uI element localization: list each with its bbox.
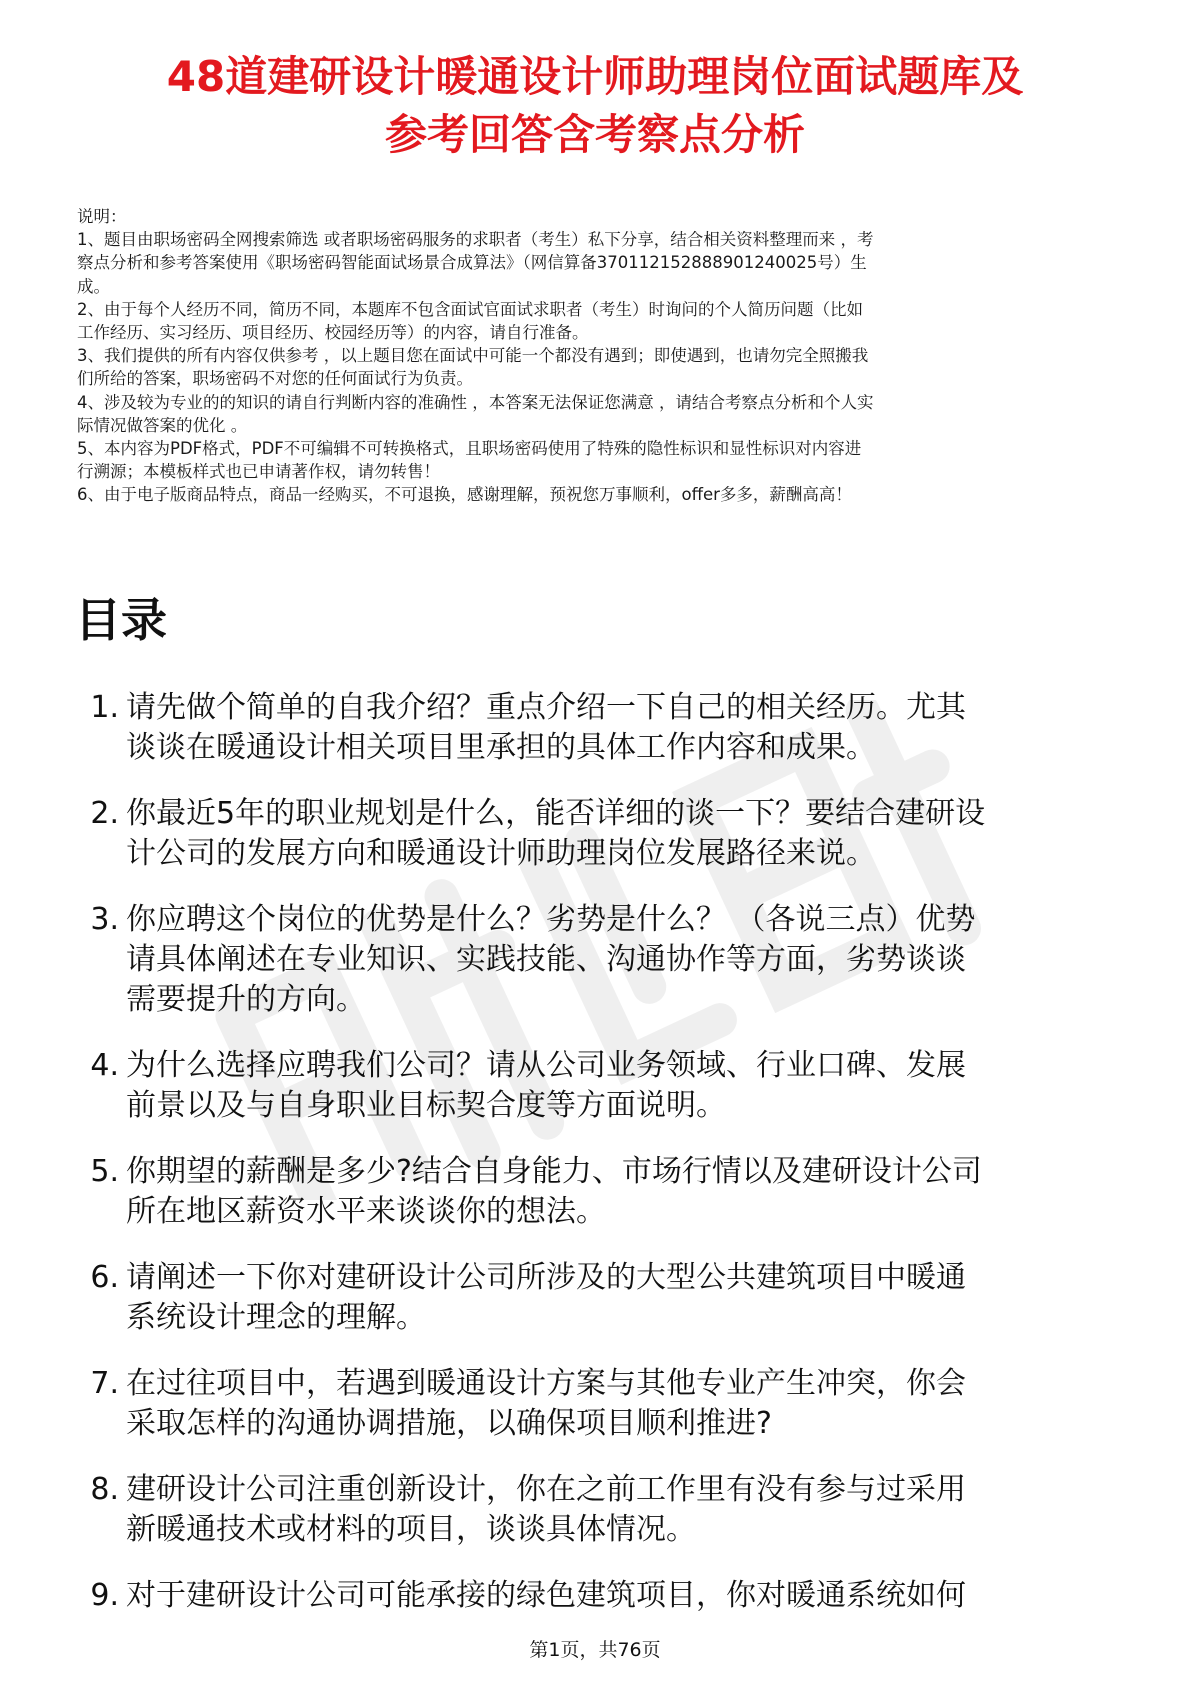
toc-item-text: 对于建研设计公司可能承接的绿色建筑项目，你对暖通系统如何 [126,1578,966,1613]
note-line: 1、题目由职场密码全网搜索筛选 或者职场密码服务的求职者（考生）私下分享，结合相关资料整理而来 ，考 [77,230,874,250]
toc-item-text: 你应聘这个岗位的优势是什么？劣势是什么？ （各说三点）优势 [126,902,976,937]
toc-item-text: 建研设计公司注重创新设计，你在之前工作里有没有参与过采用 [126,1472,966,1507]
note-line: 察点分析和参考答案使用《职场密码智能面试场景合成算法》（网信算备370112152888901240025号）生 [77,253,867,273]
toc-item-text: 在过往项目中，若遇到暖通设计方案与其他专业产生冲突，你会 [126,1366,966,1401]
toc-item-text: 采取怎样的沟通协调措施，以确保项目顺利推进? [126,1406,772,1441]
toc-item [75,794,1135,874]
toc-item-text: 你期望的薪酬是多少?结合自身能力、市场行情以及建研设计公司 [126,1154,982,1189]
note-line: 6、由于电子版商品特点，商品一经购买，不可退换，感谢理解，预祝您万事顺利，offer多多，薪酬高高！ [77,485,852,505]
toc-item-number: 8. [90,1472,119,1507]
toc-item [75,1576,1135,1616]
toc-item-text: 前景以及与自身职业目标契合度等方面说明。 [126,1088,726,1123]
toc-item [75,1364,1135,1444]
toc-item [75,1046,1135,1126]
page-footer: 第1页，共76页 [529,1639,661,1661]
toc-item-number: 4. [90,1048,119,1083]
note-line: 2、由于每个人经历不同，简历不同，本题库不包含面试官面试求职者（考生）时询问的个人简历问题（比如 [77,299,863,319]
toc-heading: 目录 [75,593,167,647]
note-line: 们所给的答案，职场密码不对您的任何面试行为负责。 [77,369,473,389]
note-line: 3、我们提供的所有内容仅供参考 ，以上题目您在面试中可能一个都没有遇到；即使遇到，也请勿完全照搬我 [77,346,869,366]
toc-item-text: 需要提升的方向。 [126,982,366,1017]
toc-item-number: 3. [90,902,119,937]
note-line: 成。 [77,276,110,296]
toc-item-number: 5. [90,1154,119,1189]
note-line: 4、涉及较为专业的的知识的请自行判断内容的准确性 ，本答案无法保证您满意 ，请结合考察点分析和个人实 [77,392,874,412]
toc-item [75,900,1135,1020]
toc-item-text: 请具体阐述在专业知识、实践技能、沟通协作等方面，劣势谈谈 [126,942,966,977]
toc-item [75,1258,1135,1338]
toc-item-text: 计公司的发展方向和暖通设计师助理岗位发展路径来说。 [126,836,876,871]
toc-item-text: 所在地区薪资水平来谈谈你的想法。 [126,1194,606,1229]
title-line-2: 参考回答含考察点分析 [384,110,805,159]
note-line: 际情况做答案的优化 。 [77,415,248,435]
toc-item-number: 7. [90,1366,119,1401]
note-line: 说明： [77,207,127,226]
toc-item-text: 请先做个简单的自我介绍？重点介绍一下自己的相关经历。尤其 [126,690,966,725]
toc-item-text: 你最近5年的职业规划是什么，能否详细的谈一下？要结合建研设 [126,796,986,831]
toc-item [75,688,1135,768]
toc-item-number: 1. [90,690,119,725]
toc-item-text: 谈谈在暖通设计相关项目里承担的具体工作内容和成果。 [126,730,876,765]
toc-item-number: 9. [90,1578,119,1613]
toc-item-text: 系统设计理念的理解。 [126,1300,426,1335]
toc-item [75,1470,1135,1550]
note-line: 工作经历、实习经历、项目经历、校园经历等）的内容，请自行准备。 [77,323,589,343]
toc-item-text: 请阐述一下你对建研设计公司所涉及的大型公共建筑项目中暖通 [126,1260,966,1295]
toc-item-text: 新暖通技术或材料的项目，谈谈具体情况。 [126,1512,696,1547]
table-of-contents [75,688,1135,1642]
instructions-notes [77,205,1117,507]
note-line: 行溯源；本模板样式也已申请著作权，请勿转售！ [77,462,440,482]
toc-item-text: 为什么选择应聘我们公司？请从公司业务领域、行业口碑、发展 [126,1048,966,1083]
document-title [60,48,1130,164]
title-line-1: 48道建研设计暖通设计师助理岗位面试题库及 [166,52,1024,101]
note-line: 5、本内容为PDF格式，PDF不可编辑不可转换格式，且职场密码使用了特殊的隐性标识和显性标识对内容进 [77,439,862,459]
toc-item-number: 6. [90,1260,119,1295]
toc-item-number: 2. [90,796,119,831]
toc-item [75,1152,1135,1232]
